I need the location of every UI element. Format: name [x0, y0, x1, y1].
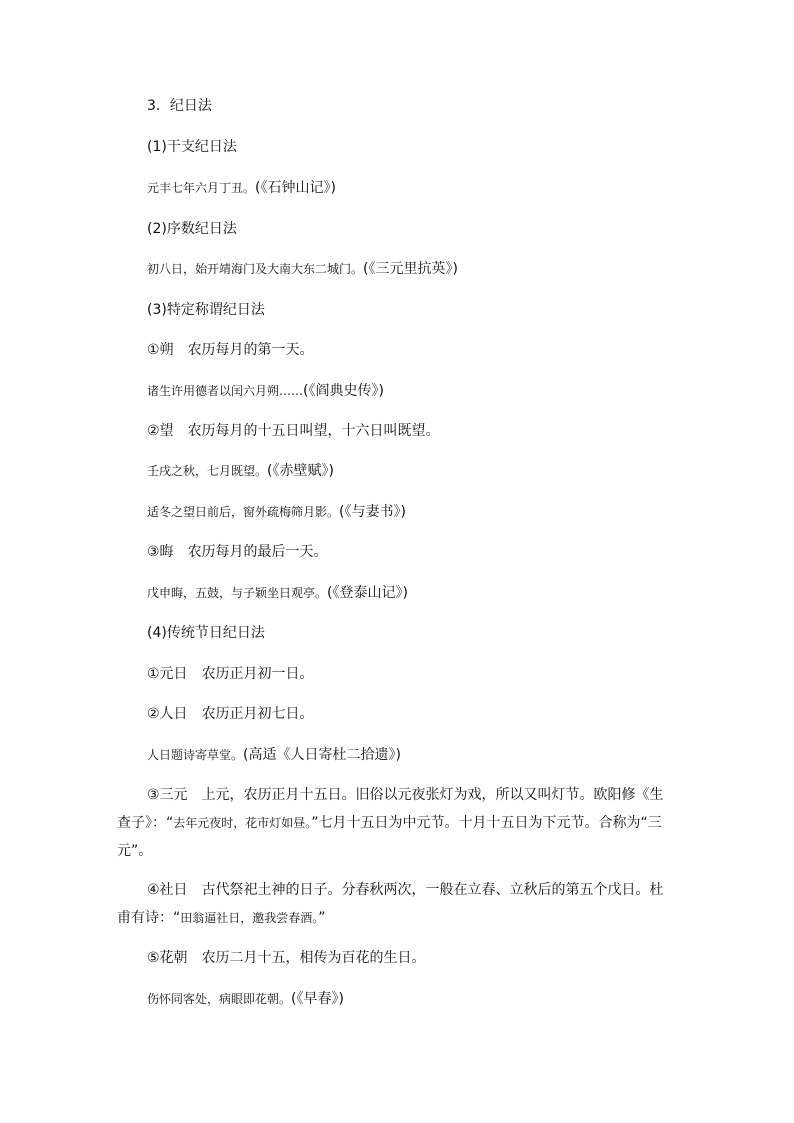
- heading-ganzhi: (1)干支纪日法: [147, 139, 237, 155]
- example-hui: [147, 583, 677, 603]
- example-source: (《三元里抗英》): [363, 261, 458, 277]
- term-sanyuan: ③三元: [147, 787, 188, 803]
- example-huazhao: [147, 989, 677, 1009]
- term-yuanri: ①元日: [147, 666, 188, 682]
- definition-shuo: 农历每月的第一天。: [187, 342, 314, 358]
- term-shuo: ①朔: [147, 342, 174, 358]
- term-renri: ②人日: [147, 706, 188, 722]
- sanyuan-text-2: ”七月十五日为中元节。十月十五日为下元节。合称为“三元”。: [117, 815, 662, 859]
- example-source: (《石钟山记》): [255, 180, 336, 196]
- example-text: 伤怀同客处，病眼即花朝。: [147, 992, 292, 1006]
- entry-renri: [147, 704, 677, 724]
- definition-hui: 农历每月的最后一天。: [187, 544, 328, 560]
- definition-wang: 农历每月的十五日叫望，十六日叫既望。: [187, 423, 440, 439]
- example-text: 诸生许用德者以闰六月朔……: [147, 384, 304, 398]
- example-text: 适冬之望日前后，窗外疏梅筛月影。: [147, 505, 340, 519]
- definition-renri: 农历正月初七日。: [201, 706, 314, 722]
- definition-yuanri: 农历正月初一日。: [201, 666, 314, 682]
- example-source: (《阎典史传》): [303, 383, 384, 399]
- example-ganzhi: [147, 178, 677, 198]
- entry-shuo: [147, 340, 677, 360]
- term-sheri: ④社日: [147, 882, 188, 898]
- entry-sanyuan: [117, 781, 677, 865]
- example-text: 元丰七年六月丁丑。: [147, 181, 256, 195]
- entry-sheri: [117, 876, 677, 932]
- heading-chuantong: (4)传统节日纪日法: [147, 625, 265, 641]
- entry-yuanri: [147, 664, 677, 684]
- term-huazhao: ⑤花朝: [147, 950, 188, 966]
- example-source: (高适《人日寄杜二拾遗》): [243, 747, 401, 763]
- section-title: 3．纪日法: [147, 98, 212, 114]
- example-wang-1: [147, 461, 677, 481]
- entry-wang: [147, 421, 677, 441]
- sanyuan-text-1: 上元，农历正月十五日。旧俗以元夜张灯为戏，所以又叫灯节。欧阳修《生查子》：“: [117, 787, 664, 831]
- term-hui: ③晦: [147, 544, 174, 560]
- definition-huazhao: 农历二月十五，相传为百花的生日。: [201, 950, 426, 966]
- example-source: (《登泰山记》): [327, 585, 408, 601]
- example-source: (《早春》): [291, 991, 344, 1007]
- example-renri: [147, 745, 677, 765]
- example-text: 戊申晦，五鼓，与子颖坐日观亭。: [147, 586, 328, 600]
- heading-teding: (3)特定称谓纪日法: [147, 302, 265, 318]
- entry-huazhao: [147, 948, 677, 968]
- example-text: 人日题诗寄草堂。: [147, 748, 244, 762]
- heading-xushu: (2)序数纪日法: [147, 221, 237, 237]
- example-text: 壬戌之秋，七月既望。: [147, 464, 268, 478]
- sheri-quote: 田翁逼社日，邀我尝春酒。: [180, 911, 319, 925]
- sanyuan-quote: 去年元夜时，花市灯如昼。: [173, 816, 312, 830]
- entry-hui: [147, 542, 677, 562]
- term-wang: ②望: [147, 423, 174, 439]
- example-shuo: [147, 381, 677, 401]
- sheri-text-1: 古代祭祀土神的日子。分春秋两次，一般在立春、立秋后的第五个戊日。杜甫有诗：“: [117, 882, 664, 926]
- example-xushu: [147, 259, 677, 279]
- example-wang-2: [147, 502, 677, 522]
- example-source: (《与妻书》): [339, 504, 406, 520]
- example-source: (《赤壁赋》): [267, 463, 334, 479]
- example-text: 初八日，始开靖海门及大南大东二城门。: [147, 262, 364, 276]
- sheri-text-2: ”: [318, 910, 326, 926]
